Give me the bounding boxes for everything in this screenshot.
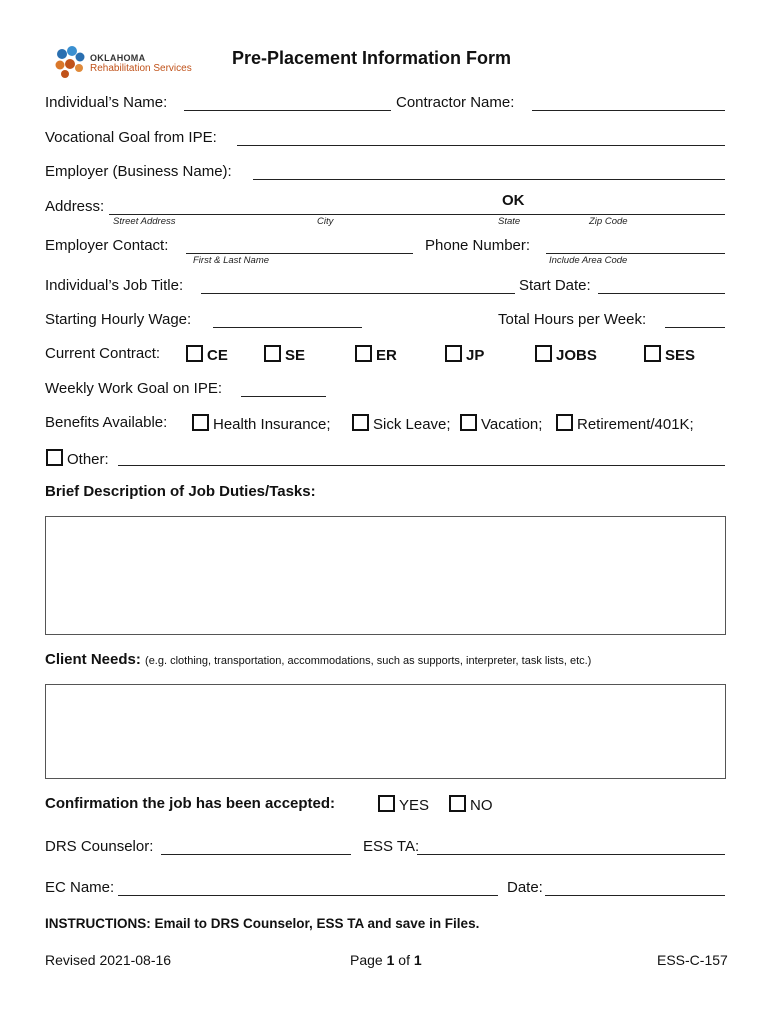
individual-name-field[interactable] [184,110,391,111]
employer-contact-label: Employer Contact: [45,237,169,254]
ess-ta-field[interactable] [417,854,725,855]
checkbox-vacation[interactable] [460,414,477,431]
instructions: INSTRUCTIONS: Email to DRS Counselor, ESS TA and save in Files. [45,916,480,931]
benefit-sick-leave[interactable]: Sick Leave; [352,414,451,433]
client-needs-note: (e.g. clothing, transportation, accommodations, such as supports, interpreter, task lists, etc.) [145,655,592,667]
ess-ta-label: ESS TA: [363,838,420,855]
weekly-goal-label: Weekly Work Goal on IPE: [45,380,223,397]
employer-contact-field[interactable] [186,253,413,254]
hours-per-week-field[interactable] [665,327,725,328]
weekly-goal-field[interactable] [241,396,326,397]
hourly-wage-label: Starting Hourly Wage: [45,311,192,328]
street-address-caption: Street Address [113,216,176,227]
drs-counselor-field[interactable] [161,854,351,855]
checkbox-er[interactable] [355,345,372,362]
hours-per-week-label: Total Hours per Week: [498,311,647,328]
contractor-name-label: Contractor Name: [396,94,515,111]
checkbox-ses[interactable] [644,345,661,362]
checkbox-no[interactable] [449,795,466,812]
state-caption: State [498,216,521,227]
ec-name-label: EC Name: [45,879,115,896]
address-field[interactable] [109,214,725,215]
form-id: ESS-C-157 [657,952,728,968]
city-caption: City [317,216,334,227]
ec-name-field[interactable] [118,895,498,896]
employer-field[interactable] [253,179,725,180]
address-label: Address: [45,198,105,215]
checkbox-other[interactable] [46,449,63,466]
employer-label: Employer (Business Name): [45,163,232,180]
contract-option-ce[interactable]: CE [186,345,228,364]
checkbox-jp[interactable] [445,345,462,362]
client-needs-heading: Client Needs: [45,651,141,668]
start-date-label: Start Date: [519,277,591,294]
job-duties-textarea[interactable] [45,516,726,635]
page-title: Pre-Placement Information Form [232,48,512,68]
vocational-goal-field[interactable] [237,145,725,146]
contract-option-ses[interactable]: SES [644,345,695,364]
date-label: Date: [507,879,543,896]
confirmation-yes[interactable]: YES [378,795,429,814]
zip-caption: Zip Code [589,216,628,227]
start-date-field[interactable] [598,293,725,294]
logo-mark-icon [52,46,88,80]
checkbox-sick-leave[interactable] [352,414,369,431]
benefit-other[interactable]: Other: [46,449,109,468]
current-contract-label: Current Contract: [45,345,161,362]
revised-date: Revised 2021-08-16 [45,952,172,968]
hourly-wage-field[interactable] [213,327,362,328]
contract-option-se[interactable]: SE [264,345,305,364]
checkbox-health[interactable] [192,414,209,431]
phone-field[interactable] [546,253,725,254]
page-number: Page 1 of 1 [350,952,422,968]
contractor-name-field[interactable] [532,110,725,111]
contract-option-er[interactable]: ER [355,345,397,364]
confirmation-label: Confirmation the job has been accepted: [45,795,336,812]
job-duties-heading: Brief Description of Job Duties/Tasks: [45,483,316,500]
job-title-label: Individual’s Job Title: [45,277,184,294]
checkbox-se[interactable] [264,345,281,362]
checkbox-ce[interactable] [186,345,203,362]
date-field[interactable] [545,895,725,896]
client-needs-textarea[interactable] [45,684,726,779]
contract-option-jp[interactable]: JP [445,345,484,364]
benefits-label: Benefits Available: [45,414,168,431]
other-field[interactable] [118,465,725,466]
benefit-vacation[interactable]: Vacation; [460,414,542,433]
job-title-field[interactable] [201,293,515,294]
benefit-health[interactable]: Health Insurance; [192,414,331,433]
logo-line2: Rehabilitation Services [90,63,192,74]
benefit-retirement[interactable]: Retirement/401K; [556,414,694,433]
phone-caption: Include Area Code [549,255,628,266]
individual-name-label: Individual’s Name: [45,94,168,111]
vocational-goal-label: Vocational Goal from IPE: [45,129,217,146]
client-needs-heading-row [45,651,591,668]
phone-label: Phone Number: [425,237,531,254]
address-state-value: OK [502,192,525,209]
checkbox-yes[interactable] [378,795,395,812]
confirmation-no[interactable]: NO [449,795,493,814]
logo-line1: OKLAHOMA [90,53,146,63]
checkbox-retirement[interactable] [556,414,573,431]
checkbox-jobs[interactable] [535,345,552,362]
contract-option-jobs[interactable]: JOBS [535,345,597,364]
drs-counselor-label: DRS Counselor: [45,838,154,855]
employer-contact-caption: First & Last Name [193,255,270,266]
